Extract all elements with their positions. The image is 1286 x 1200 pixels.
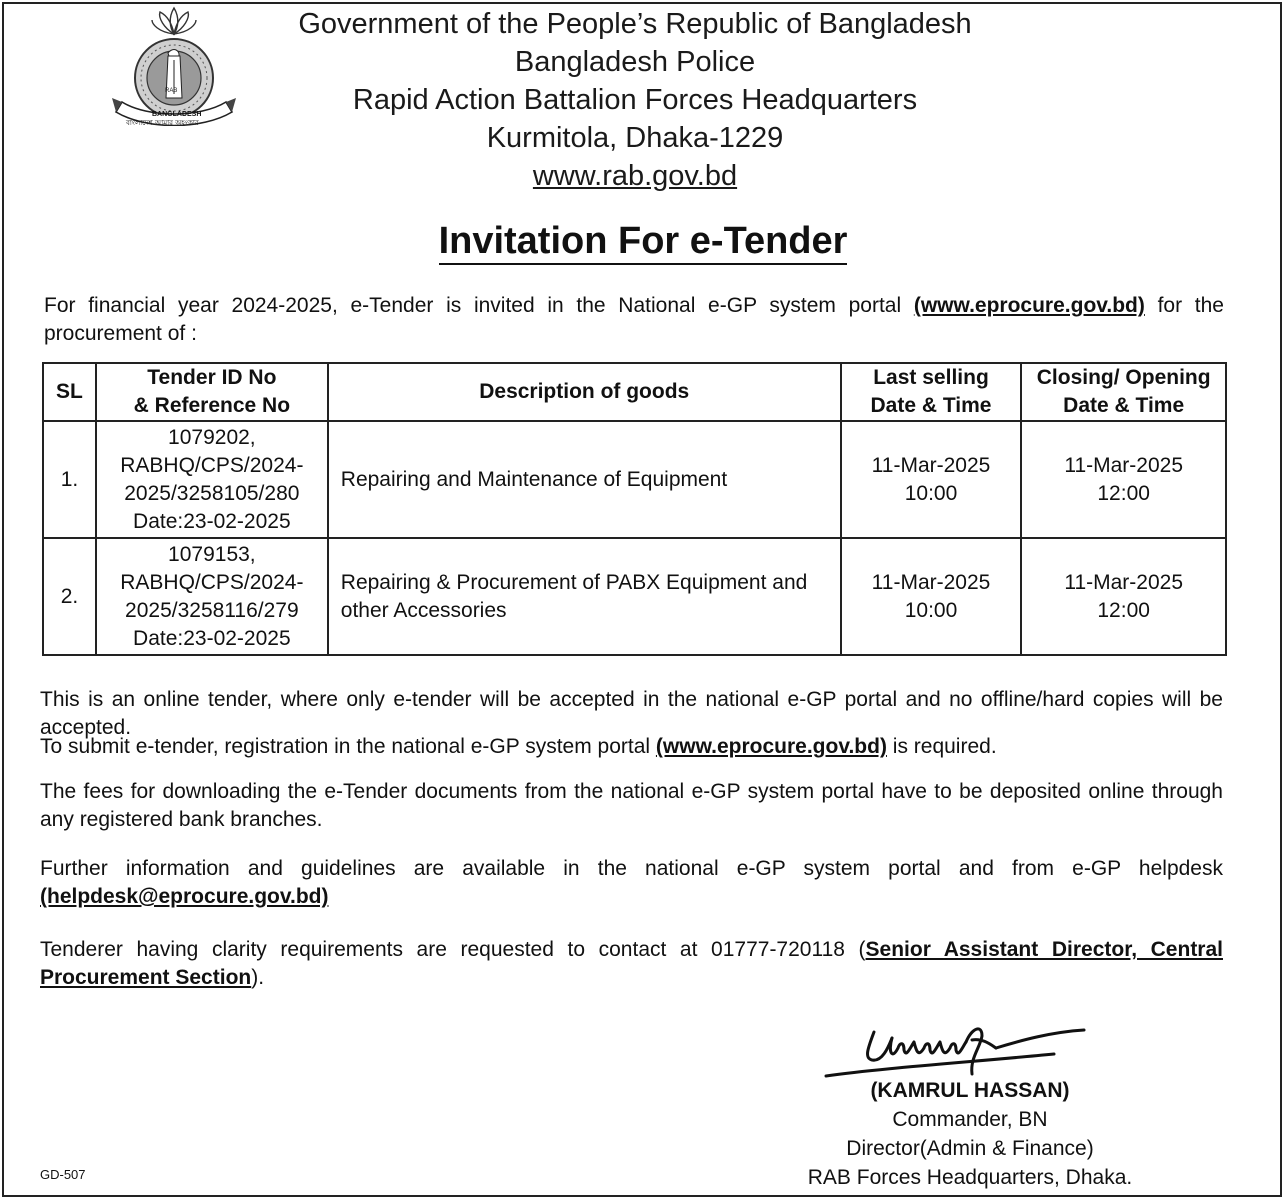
cell-closing-opening: 11-Mar-2025 12:00 — [1021, 538, 1226, 655]
header-tender-id: Tender ID No & Reference No — [96, 363, 328, 421]
cell-description: Repairing & Procurement of PABX Equipment and other Accessories — [328, 538, 841, 655]
online-tender-notice: This is an online tender, where only e-tender will be accepted in the national e-GP portal and no offline/hard copies will be accepted. — [40, 688, 1223, 739]
cell-sl: 2. — [43, 538, 96, 655]
signatory-rank: Commander, BN — [892, 1108, 1048, 1131]
cell-sl: 1. — [43, 421, 96, 538]
header-line-government: Government of the People’s Republic of Bangladesh — [298, 8, 972, 40]
handwritten-signature — [822, 1018, 1092, 1080]
header-description: Description of goods — [328, 363, 841, 421]
table-row — [43, 538, 1226, 655]
fees-notice: The fees for downloading the e-Tender documents from the national e-GP system portal have to be deposited online through any registered bank branches. — [40, 780, 1223, 831]
header-line-police: Bangladesh Police — [514, 46, 756, 78]
registration-notice: To submit e-tender, registration in the national e-GP system portal (www.eprocure.gov.bd) is required. — [40, 735, 997, 758]
header-line-address: Kurmitola, Dhaka-1229 — [486, 122, 784, 154]
tender-table — [42, 362, 1227, 656]
header-last-selling: Last selling Date & Time — [841, 363, 1022, 421]
eprocure-link[interactable]: (www.eprocure.gov.bd) — [913, 294, 1145, 317]
table-row — [43, 421, 1226, 538]
letterhead — [290, 5, 980, 195]
footer-code: GD-507 — [40, 1167, 86, 1182]
logo-ribbon-text: BANGLADESH — [152, 111, 202, 118]
signatory-office: RAB Forces Headquarters, Dhaka. — [807, 1166, 1133, 1189]
helpdesk-notice: Further information and guidelines are available in the national e-GP system portal and from e-GP helpdesk (helpdesk@eprocure.gov.bd) — [40, 857, 1223, 908]
header-line-rab: Rapid Action Battalion Forces Headquarters — [352, 84, 918, 116]
header-sl: SL — [43, 363, 96, 421]
cell-tender-id: 1079202, RABHQ/CPS/2024- 2025/3258105/280 Date:23-02-2025 — [96, 421, 328, 538]
header-website-link[interactable]: www.rab.gov.bd — [532, 160, 738, 192]
contact-notice: Tenderer having clarity requirements are requested to contact at 01777-720118 (Senior Assistant Director, Central Procurement Section). — [40, 938, 1223, 989]
rab-emblem-logo — [108, 6, 258, 126]
logo-motto-text: বাংলাদেশ আমার অহংকার — [126, 119, 199, 126]
signatory-block — [770, 1076, 1170, 1192]
helpdesk-email-link[interactable]: (helpdesk@eprocure.gov.bd) — [40, 885, 329, 908]
cell-last-selling: 11-Mar-2025 10:00 — [841, 421, 1022, 538]
cell-last-selling: 11-Mar-2025 10:00 — [841, 538, 1022, 655]
cell-description: Repairing and Maintenance of Equipment — [328, 421, 841, 538]
cell-closing-opening: 11-Mar-2025 12:00 — [1021, 421, 1226, 538]
signatory-name: (KAMRUL HASSAN) — [870, 1079, 1070, 1102]
table-header-row — [43, 363, 1226, 421]
cell-tender-id: 1079153, RABHQ/CPS/2024- 2025/3258116/279 Date:23-02-2025 — [96, 538, 328, 655]
intro-paragraph: For financial year 2024-2025, e-Tender is invited in the National e-GP system portal (www.eprocure.gov.bd) for the procurement of : — [44, 294, 1224, 345]
contact-office: Senior Assistant Director, Central Procurement Section — [40, 938, 1223, 989]
logo-rab-text: RAB — [165, 88, 178, 94]
eprocure-registration-link[interactable]: (www.eprocure.gov.bd) — [655, 735, 887, 758]
signatory-designation: Director(Admin & Finance) — [846, 1137, 1094, 1160]
page-title: Invitation For e-Tender — [0, 220, 1286, 263]
header-closing-opening: Closing/ Opening Date & Time — [1021, 363, 1226, 421]
